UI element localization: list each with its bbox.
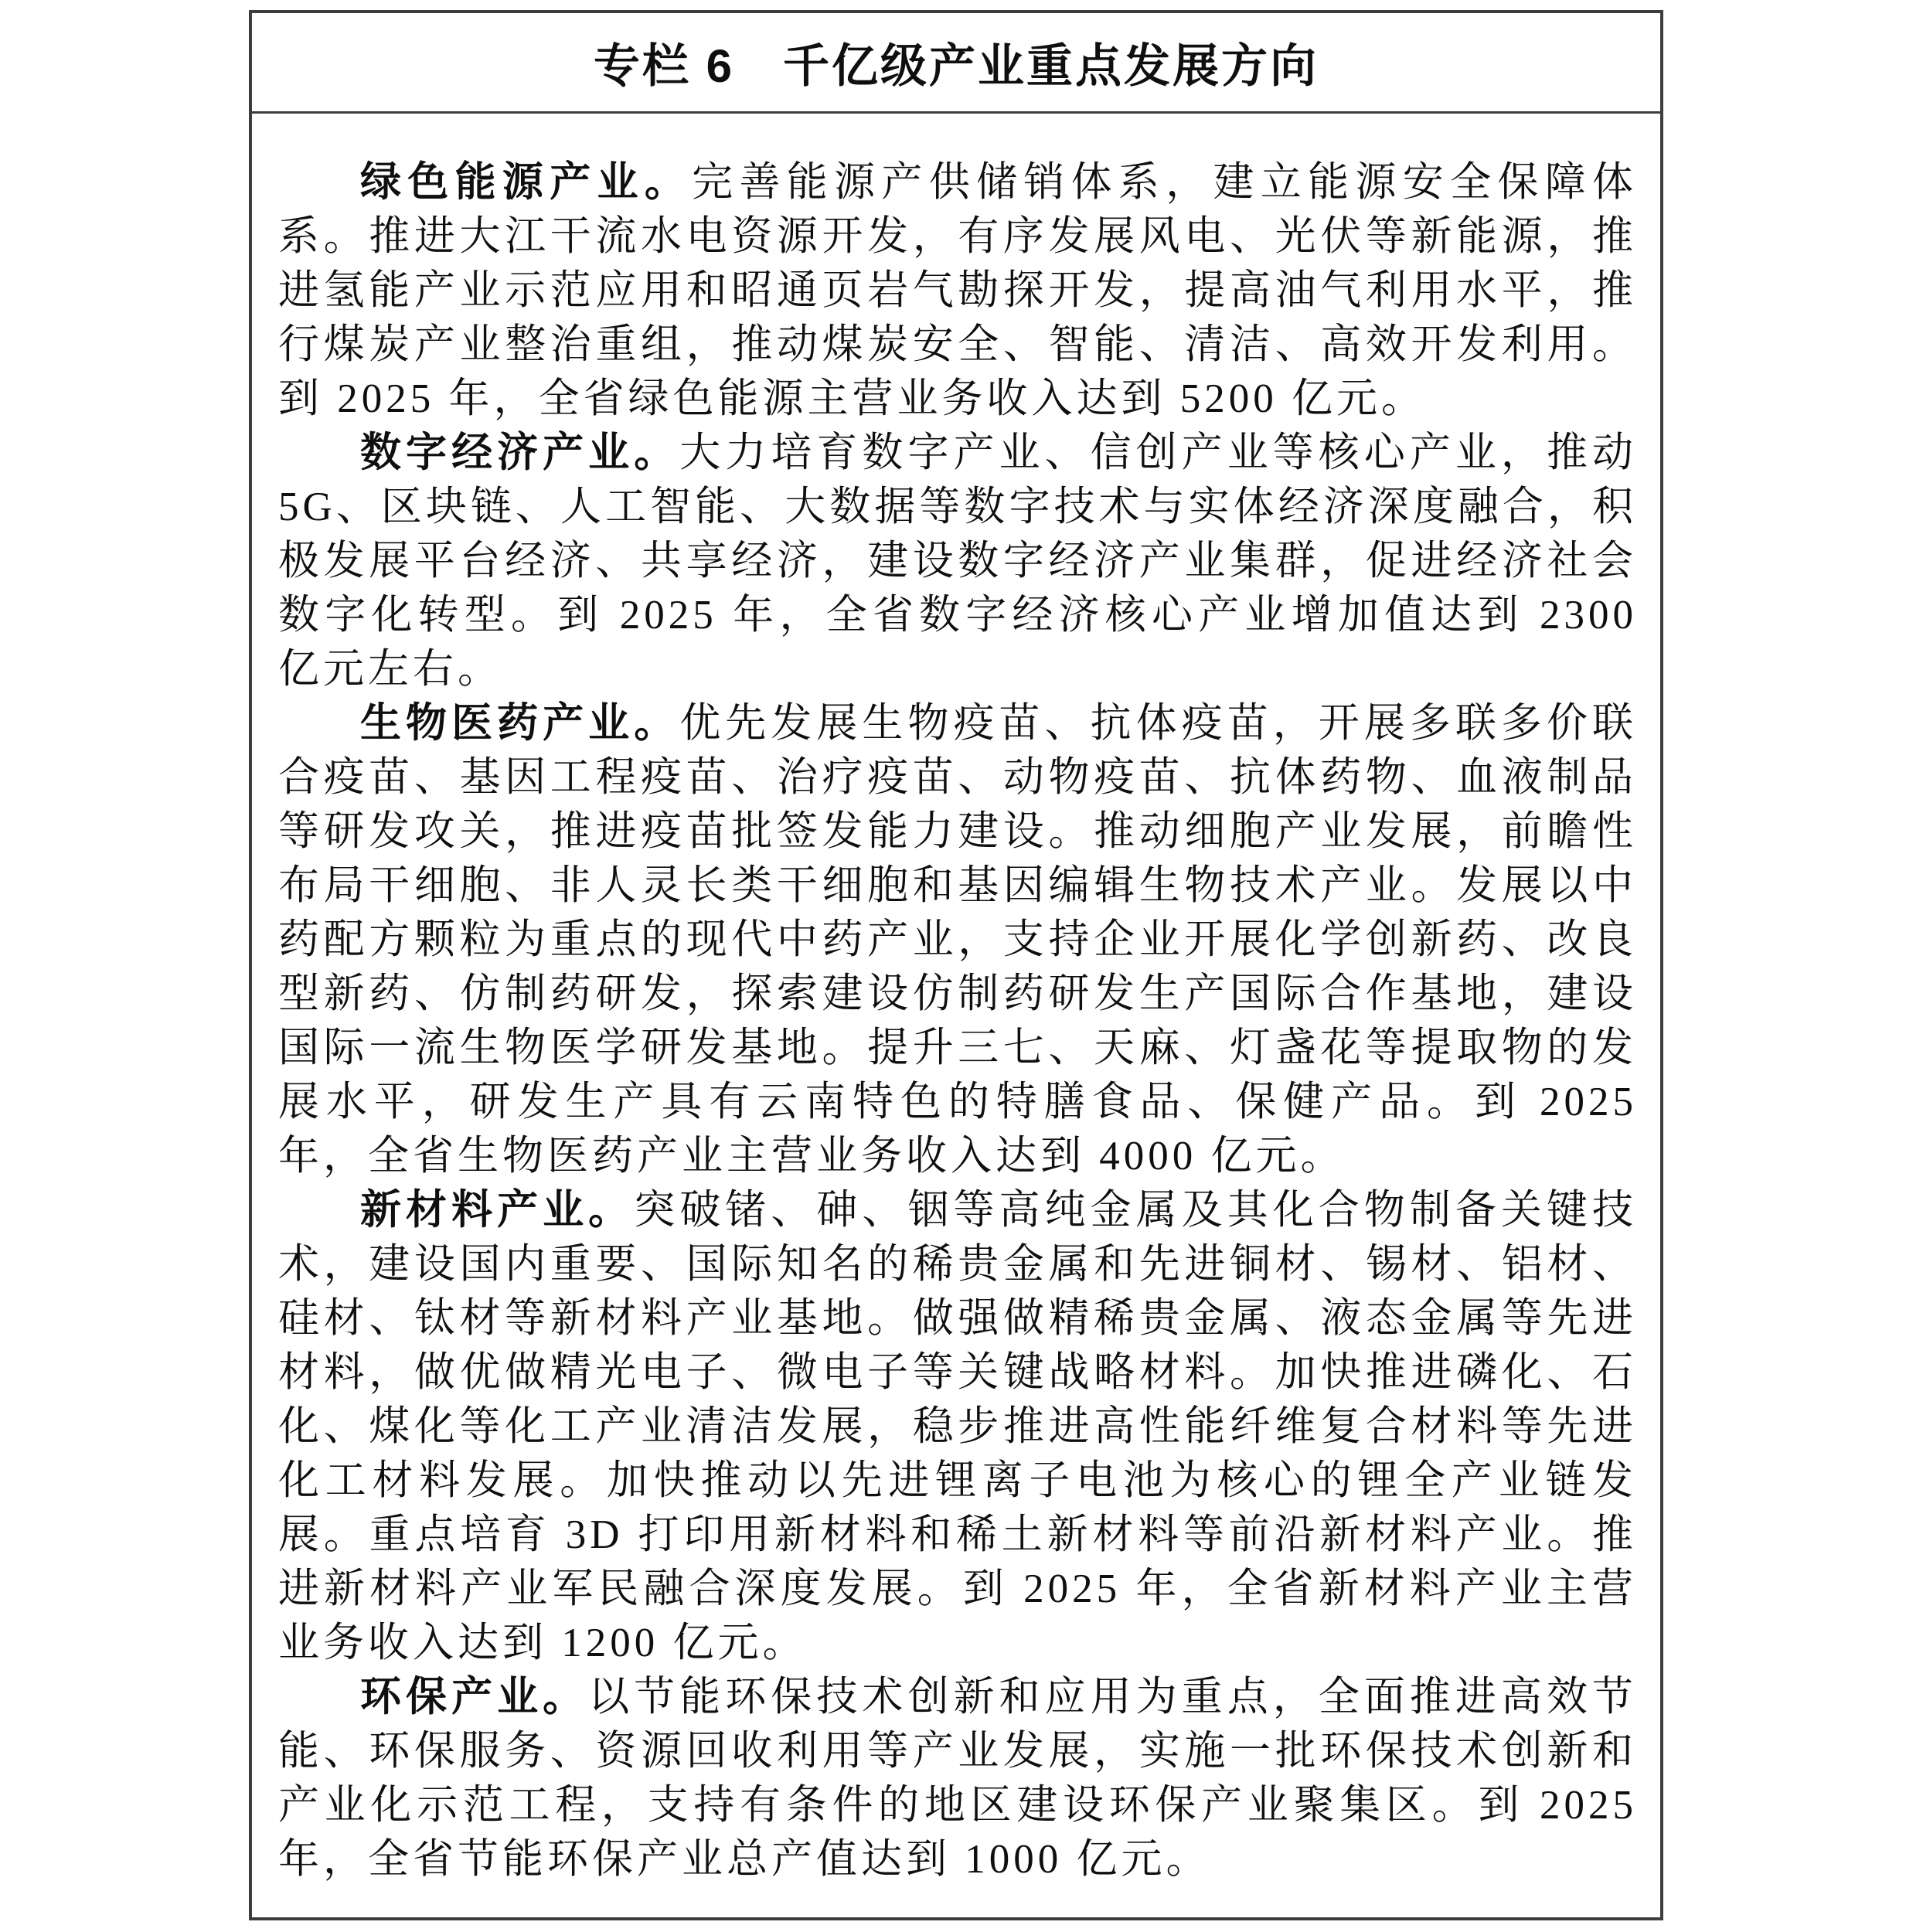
paragraph	[278, 1670, 1637, 1886]
paragraph-text: 完善能源产供储销体系，建立能源安全保障体系。推进大江干流水电资源开发，有序发展风电、光伏等新能源，推进氢能产业示范应用和昭通页岩气勘探开发，提高油气利用水平，推行煤炭产业整治重组，推动煤炭安全、智能、清洁、高效开发利用。到 2025 年，全省绿色能源主营业务收入达到 5200 亿元。	[278, 160, 1638, 421]
box-header	[252, 13, 1660, 114]
paragraph-text: 优先发展生物疫苗、抗体疫苗，开展多联多价联合疫苗、基因工程疫苗、治疗疫苗、动物疫苗、抗体药物、血液制品等研发攻关，推进疫苗批签发能力建设。推动细胞产业发展，前瞻性布局干细胞、非人灵长类干细胞和基因编辑生物技术产业。发展以中药配方颗粒为重点的现代中药产业，支持企业开展化学创新药、改良型新药、仿制药研发，探索建设仿制药研发生产国际合作基地，建设国际一流生物医学研发基地。提升三七、天麻、灯盏花等提取物的发展水平，研发生产具有云南特色的特膳食品、保健产品。到 2025 年，全省生物医药产业主营业务收入达到 4000 亿元。	[278, 701, 1638, 1179]
industry-box	[249, 10, 1663, 1920]
paragraph	[278, 426, 1637, 696]
paragraph-text: 以节能环保技术创新和应用为重点，全面推进高效节能、环保服务、资源回收利用等产业发展，实施一批环保技术创新和产业化示范工程，支持有条件的地区建设环保产业聚集区。到 2025 年，全省节能环保产业总产值达到 1000 亿元。	[278, 1675, 1638, 1882]
paragraph	[278, 1183, 1637, 1670]
paragraph	[278, 155, 1637, 426]
box-body	[252, 114, 1660, 1920]
paragraph-lead: 新材料产业。	[360, 1188, 635, 1233]
box-title: 专栏 6 千亿级产业重点发展方向	[593, 39, 1319, 92]
paragraph-text: 突破锗、砷、铟等高纯金属及其化合物制备关键技术，建设国内重要、国际知名的稀贵金属和先进铜材、锡材、铝材、硅材、钛材等新材料产业基地。做强做精稀贵金属、液态金属等先进材料，做优做精光电子、微电子等关键战略材料。加快推进磷化、石化、煤化等化工产业清洁发展，稳步推进高性能纤维复合材料等先进化工材料发展。加快推动以先进锂离子电池为核心的锂全产业链发展。重点培育 3D 打印用新材料和稀土新材料等前沿新材料产业。推进新材料产业军民融合深度发展。到 2025 年，全省新材料产业主营业务收入达到 1200 亿元。	[278, 1188, 1638, 1665]
paragraph-lead: 绿色能源产业。	[360, 160, 693, 205]
paragraph-lead: 生物医药产业。	[360, 701, 680, 746]
paragraph-text: 大力培育数字产业、信创产业等核心产业，推动 5G、区块链、人工智能、大数据等数字技术与实体经济深度融合，积极发展平台经济、共享经济，建设数字经济产业集群，促进经济社会数字化转型。到 2025 年，全省数字经济核心产业增加值达到 2300 亿元左右。	[278, 430, 1638, 692]
paragraph	[278, 696, 1637, 1183]
paragraph-lead: 环保产业。	[360, 1675, 589, 1719]
paragraph-lead: 数字经济产业。	[360, 430, 680, 475]
